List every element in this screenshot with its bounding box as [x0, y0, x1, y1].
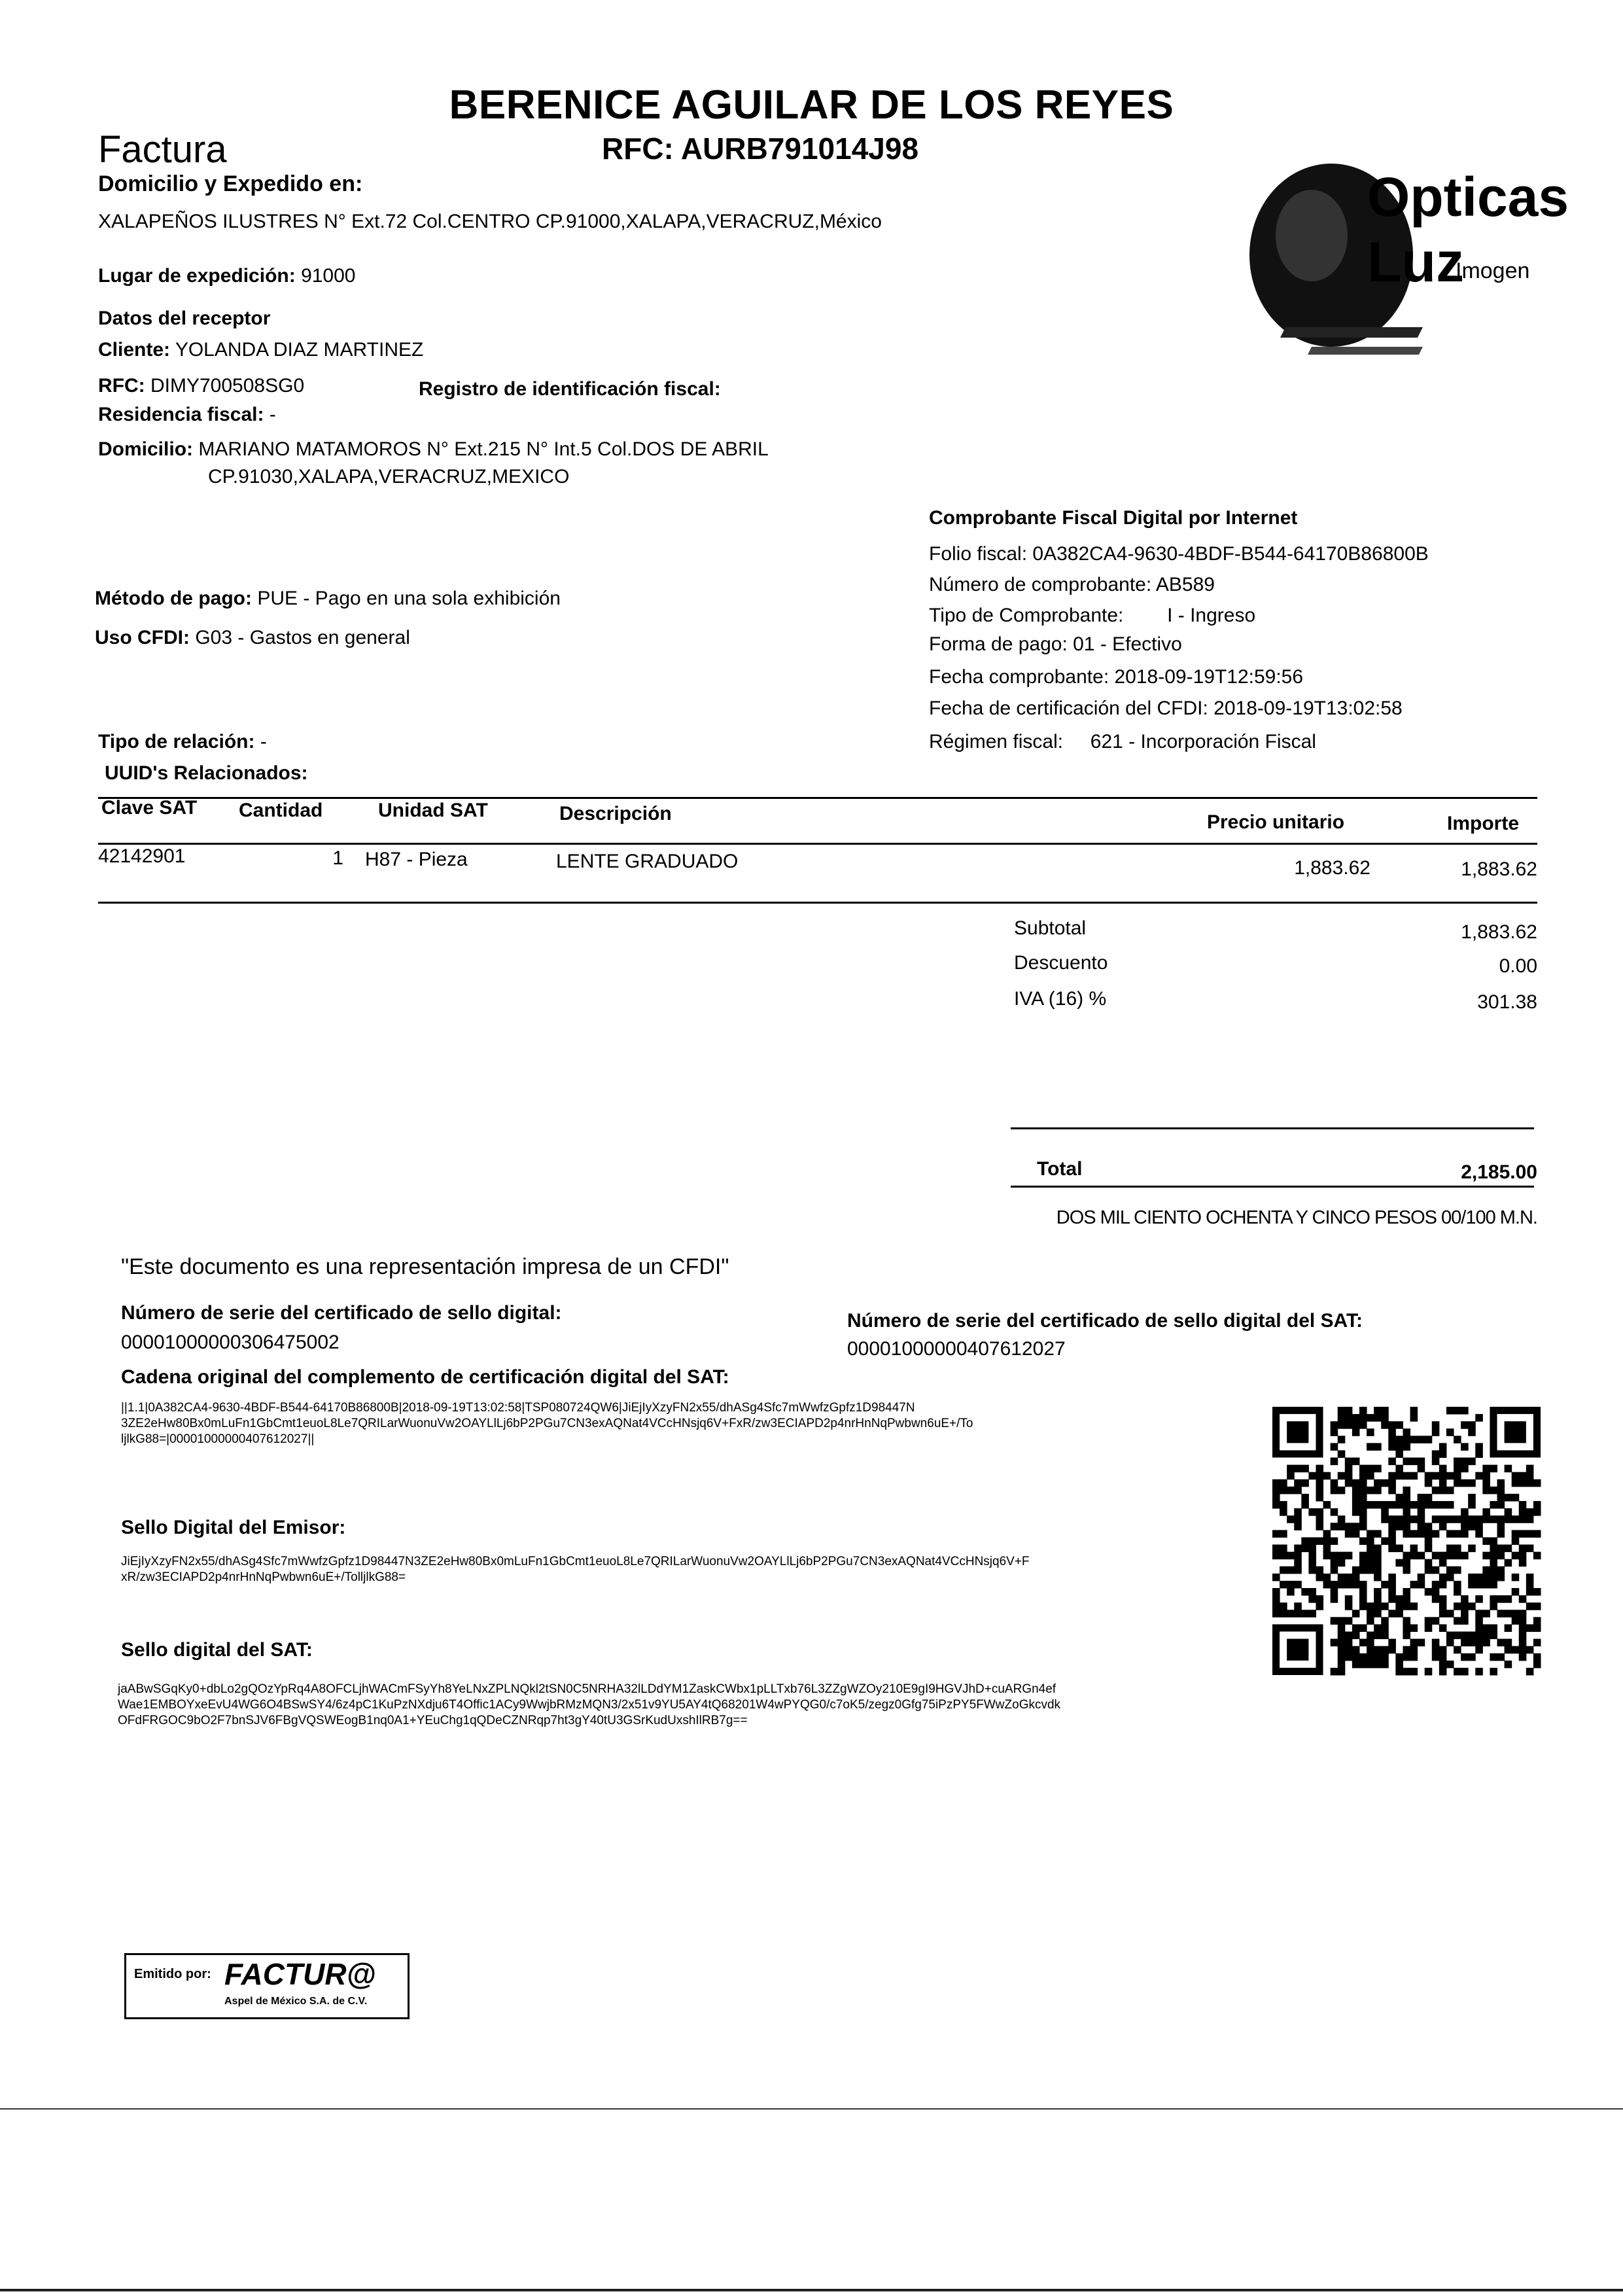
registro-fiscal-label: Registro de identificación fiscal: — [419, 378, 721, 400]
issuer-name: BERENICE AGUILAR DE LOS REYES — [449, 82, 1174, 128]
sello-sat-line-1: jaABwSGqKy0+dbLo2gQOzYpRq4A8OFCLjhWACmFSyYh8YeLNxZPLNQkl2tSN0C5NRHA32lLDdYM1ZaskCWbx1pLLTxb76L3ZZgWZOy210E9gI9HGVJhD+cuARGn4ef — [118, 1682, 1056, 1696]
emitido-label: Emitido por: — [134, 1967, 211, 1981]
emitido-por-stamp — [124, 1953, 410, 2019]
col-unidad-sat: Unidad SAT — [378, 800, 488, 821]
col-cantidad: Cantidad — [239, 800, 323, 821]
receiver-rfc — [98, 375, 304, 397]
uso-cfdi-value: G03 - Gastos en general — [195, 627, 410, 648]
cadena-original-label: Cadena original del complemento de certificación digital del SAT: — [121, 1366, 729, 1388]
cadena-original — [121, 1400, 1233, 1447]
cell-descripcion: LENTE GRADUADO — [556, 851, 739, 872]
residencia-value: - — [269, 404, 276, 425]
col-importe: Importe — [1447, 813, 1520, 834]
table-header-rule — [98, 843, 1537, 845]
sello-emisor-line-1: JiEjIyXzyFN2x55/dhASg4Sfc7mWwfzGpfz1D98447N3ZE2eHw80Bx0mLuFn1GbCmt1euoL8Le7QRILarWuonuVw2OAYLlLj6bP2PGu7CN3exAQNat4VCcHNsjq6V+F — [121, 1555, 1030, 1568]
place-label: Lugar de expedición: — [98, 265, 296, 287]
subtotal-value: 1,883.62 — [1461, 921, 1537, 943]
place-value: 91000 — [301, 265, 356, 287]
subtotal-label: Subtotal — [1014, 917, 1087, 939]
place-of-issue — [98, 265, 356, 287]
cert-sat-value: 00001000000407612027 — [847, 1338, 1066, 1360]
total-label: Total — [1037, 1158, 1083, 1180]
receiver-section-label: Datos del receptor — [98, 308, 271, 329]
cell-clave: 42142901 — [98, 845, 186, 867]
cfdi-forma-pago: Forma de pago: 01 - Efectivo — [929, 633, 1182, 655]
logo-word-luz: Luz — [1367, 231, 1465, 294]
scan-edge-line — [0, 2108, 1623, 2110]
cfdi-title: Comprobante Fiscal Digital por Internet — [929, 507, 1298, 529]
uso-cfdi — [95, 627, 410, 649]
descuento-value: 0.00 — [1499, 955, 1537, 977]
stamp-company: Aspel de México S.A. de C.V. — [224, 1996, 368, 2007]
domicilio-line1: MARIANO MATAMOROS N° Ext.215 N° Int.5 Col.DOS DE ABRIL — [198, 438, 769, 460]
residencia-label: Residencia fiscal: — [98, 404, 264, 425]
client-value: YOLANDA DIAZ MARTINEZ — [175, 339, 424, 361]
total-bottom-rule — [1011, 1186, 1534, 1188]
cell-importe: 1,883.62 — [1461, 858, 1537, 880]
uuids-label: UUID's Relacionados: — [105, 762, 308, 784]
qr-code — [1272, 1407, 1541, 1675]
amount-in-words: DOS MIL CIENTO OCHENTA Y CINCO PESOS 00/100 M.N. — [1056, 1207, 1537, 1228]
iva-label: IVA (16) % — [1014, 988, 1107, 1010]
total-top-rule — [1011, 1127, 1534, 1129]
receiver-residencia — [98, 404, 276, 426]
cell-unidad: H87 - Pieza — [365, 849, 468, 870]
col-clave-sat: Clave SAT — [101, 797, 198, 819]
receiver-domicilio — [98, 438, 769, 461]
sello-emisor-line-2: xR/zw3ECIAPD2p4nrHnNqPwbwn6uE+/TolljlkG88= — [121, 1570, 406, 1584]
cert-emisor-value: 00001000000306475002 — [121, 1332, 340, 1353]
cadena-line-3: ljlkG88=|00001000000407612027|| — [121, 1432, 315, 1446]
document-type: Factura — [98, 128, 227, 171]
metodo-pago-value: PUE - Pago en una sola exhibición — [257, 588, 561, 609]
client-label: Cliente: — [98, 339, 171, 361]
tipo-relacion — [98, 731, 267, 753]
uso-cfdi-label: Uso CFDI: — [95, 627, 190, 648]
col-descripcion: Descripción — [559, 803, 672, 824]
cfdi-fecha: Fecha comprobante: 2018-09-19T12:59:56 — [929, 666, 1304, 688]
cfdi-numero: Número de comprobante: AB589 — [929, 574, 1215, 595]
receiver-client — [98, 339, 423, 361]
table-top-rule — [98, 797, 1537, 799]
sello-sat-line-2: Wae1EMBOYxeEvU4WG6O4BSwSY4/6z4pC1KuPzNXdju6T4Offic1ACy9WwjbRMzMQN3/2x51v9YU5AY4tQ68201W4wPYQG0/c7oK5/zegz0Gfg75iPzPY5FWwZoGkcvdk — [118, 1698, 1061, 1712]
sello-sat-label: Sello digital del SAT: — [121, 1639, 313, 1661]
cfdi-folio: Folio fiscal: 0A382CA4-9630-4BDF-B544-64170B86800B — [929, 543, 1429, 565]
receiver-rfc-value: DIMY700508SG0 — [150, 375, 305, 397]
cadena-line-2: 3ZE2eHw80Bx0mLuFn1GbCmt1euoL8Le7QRILarWuonuVw2OAYLlLj6bP2PGu7CN3exAQNat4VCcHNsjq6V+FxR/zw3ECIAPD2p4nrHnNqPwbwn6uE+/To — [121, 1417, 973, 1430]
sello-emisor-label: Sello Digital del Emisor: — [121, 1517, 346, 1538]
sello-sat — [118, 1682, 1256, 1729]
qr-code-graphic — [1272, 1407, 1541, 1675]
iva-value: 301.38 — [1477, 991, 1537, 1013]
factur-brand: FACTUR@ — [224, 1957, 376, 1991]
issuer-address-label: Domicilio y Expedido en: — [98, 171, 363, 196]
table-bottom-rule — [98, 902, 1537, 904]
col-precio-unitario: Precio unitario — [1207, 811, 1345, 833]
cfdi-fecha-certificacion: Fecha de certificación del CFDI: 2018-09-19T13:02:58 — [929, 698, 1403, 719]
issuer-rfc: RFC: AURB791014J98 — [602, 132, 919, 166]
scan-bottom-edge — [0, 2289, 1623, 2291]
logo-word-imogen: Imogen — [1456, 258, 1530, 283]
cell-precio: 1,883.62 — [1294, 857, 1370, 879]
cfdi-tipo: Tipo de Comprobante: I - Ingreso — [929, 605, 1256, 626]
cert-emisor-label: Número de serie del certificado de sello digital: — [121, 1302, 562, 1324]
sello-sat-line-3: OFdFRGOC9bO2F7bnSJV6FBgVQSWEogB1nq0A1+YEuChg1qQDeCZNRqp7ht3gY40tU3GSrKudUxshIlRB7g== — [118, 1714, 748, 1727]
cert-sat-label: Número de serie del certificado de sello digital del SAT: — [847, 1310, 1363, 1332]
opticas-luz-logo — [1246, 150, 1569, 360]
metodo-pago — [95, 588, 561, 610]
metodo-pago-label: Método de pago: — [95, 588, 252, 609]
issuer-address: XALAPEÑOS ILUSTRES N° Ext.72 Col.CENTRO CP.91000,XALAPA,VERACRUZ,México — [98, 211, 882, 232]
descuento-label: Descuento — [1014, 952, 1108, 974]
domicilio-label: Domicilio: — [98, 438, 194, 460]
receiver-rfc-label: RFC: — [98, 375, 145, 397]
cadena-line-1: ||1.1|0A382CA4-9630-4BDF-B544-64170B86800B|2018-09-19T13:02:58|TSP080724QW6|JiEjIyXzyFN2x55/dhASg4Sfc7mWwfzGpfz1D98447N — [121, 1401, 915, 1415]
tipo-relacion-label: Tipo de relación: — [98, 731, 255, 752]
total-value: 2,185.00 — [1461, 1161, 1537, 1183]
sello-emisor — [121, 1554, 1233, 1585]
cell-cantidad: 1 — [332, 847, 343, 869]
cfdi-regimen: Régimen fiscal: 621 - Incorporación Fiscal — [929, 731, 1316, 752]
tipo-relacion-value: - — [260, 731, 267, 752]
cfdi-representation-note: "Este documento es una representación impresa de un CFDI" — [121, 1254, 729, 1279]
domicilio-line2: CP.91030,XALAPA,VERACRUZ,MEXICO — [208, 466, 570, 487]
logo-word-opticas: Opticas — [1367, 166, 1569, 228]
logo-graphic — [1246, 150, 1569, 360]
